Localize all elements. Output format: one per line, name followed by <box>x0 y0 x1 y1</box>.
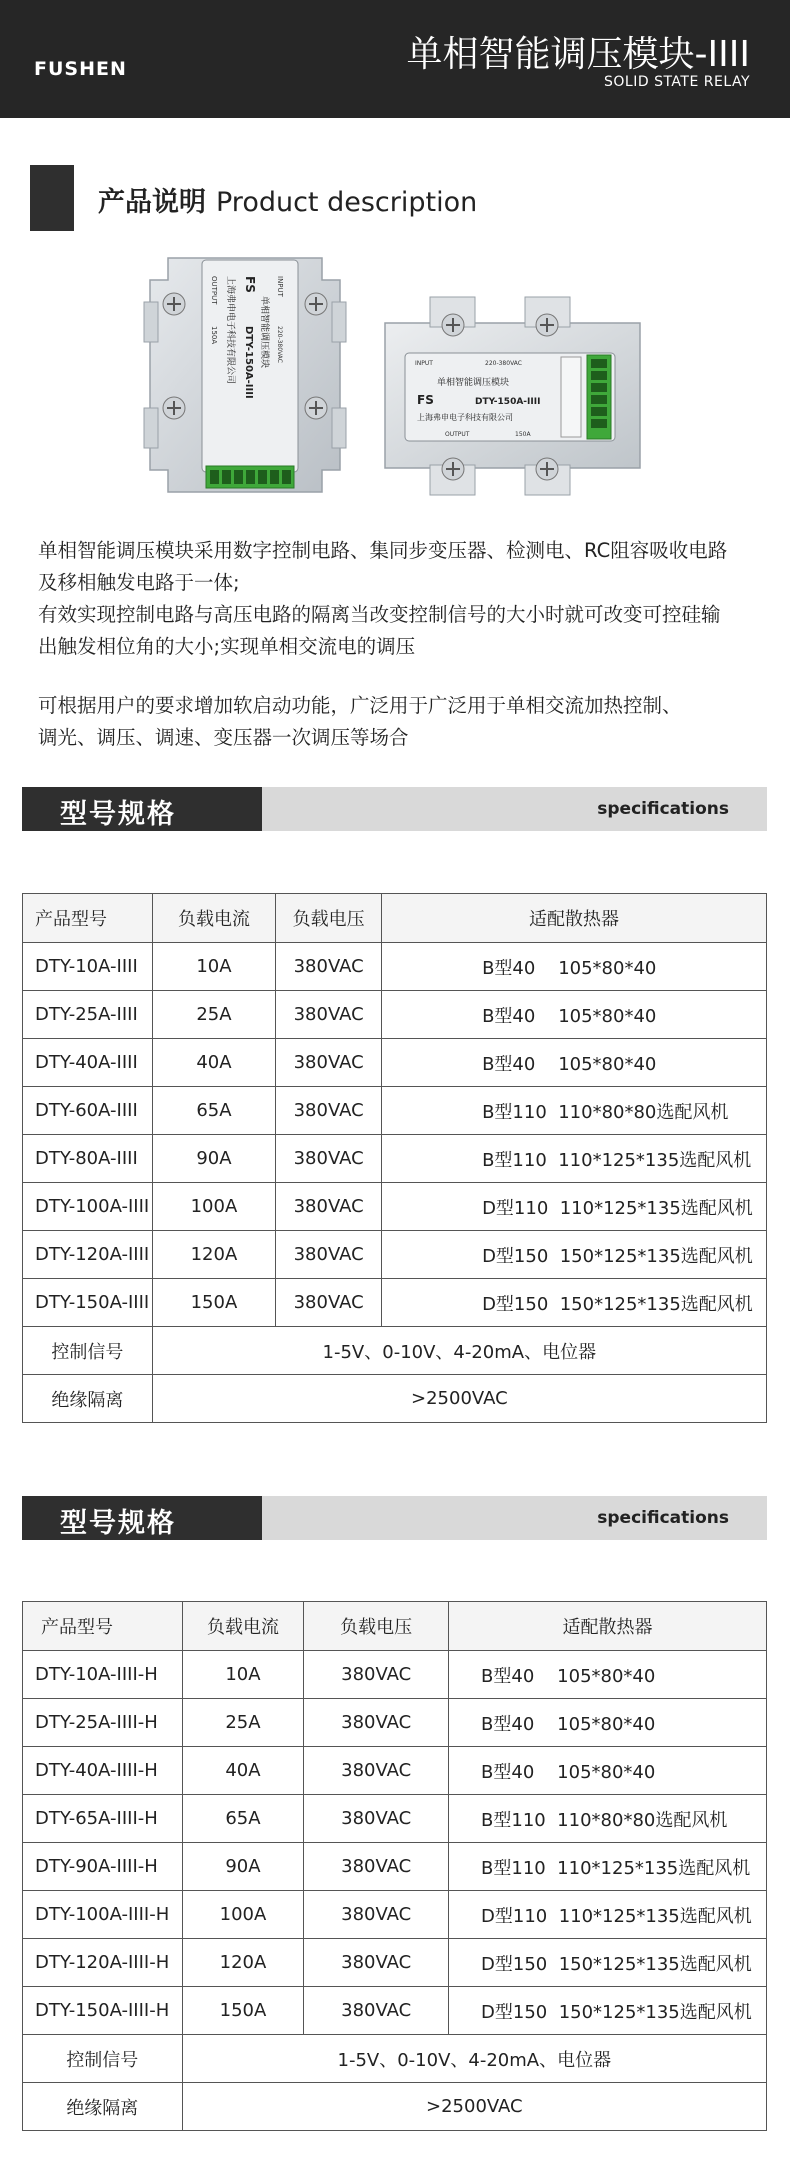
relay1-current: 150A <box>210 326 218 345</box>
table-header-row <box>23 1602 767 1651</box>
page-header <box>0 0 790 118</box>
table-row <box>23 1231 767 1279</box>
insulation-value: >2500VAC <box>152 1375 766 1423</box>
relay2-input-label: INPUT <box>415 360 433 367</box>
voltage-cell: 380VAC <box>276 1087 382 1135</box>
voltage-cell: 380VAC <box>304 1939 449 1987</box>
voltage-cell: 380VAC <box>276 1135 382 1183</box>
table-row <box>23 1183 767 1231</box>
spec-table <box>22 1601 767 2131</box>
relay2-voltage: 220-380VAC <box>485 360 522 367</box>
control-signal-value: 1-5V、0-10V、4-20mA、电位器 <box>152 1327 766 1375</box>
heatsink-cell: D型110 110*125*135选配风机 <box>382 1183 767 1231</box>
model-cell: DTY-90A-IIII-H <box>23 1843 183 1891</box>
table-header-row <box>23 894 767 943</box>
relay1-company: 上海弗申电子科技有限公司 <box>225 276 235 385</box>
heatsink-cell: B型40 105*80*40 <box>382 1039 767 1087</box>
desc-line: 及移相触发电路于一体; <box>38 571 240 594</box>
desc-line: 出触发相位角的大小;实现单相交流电的调压 <box>38 635 416 658</box>
current-cell: 65A <box>182 1795 304 1843</box>
screw-icon <box>305 397 327 419</box>
insulation-label: 绝缘隔离 <box>23 1375 153 1423</box>
heatsink-cell: D型150 150*125*135选配风机 <box>449 1987 767 2035</box>
heatsink-cell: B型110 110*125*135选配风机 <box>382 1135 767 1183</box>
table-row <box>23 943 767 991</box>
model-cell: DTY-100A-IIII <box>23 1183 153 1231</box>
column-header: 负载电流 <box>182 1602 304 1651</box>
heatsink-cell: B型110 110*125*135选配风机 <box>449 1843 767 1891</box>
model-cell: DTY-65A-IIII-H <box>23 1795 183 1843</box>
page-subtitle: SOLID STATE RELAY <box>604 74 750 90</box>
table-row <box>23 1651 767 1699</box>
model-cell: DTY-150A-IIII <box>23 1279 153 1327</box>
spec-title-cn: 型号规格 <box>60 1508 176 1539</box>
insulation-label: 绝缘隔离 <box>23 2083 183 2131</box>
model-cell: DTY-120A-IIII-H <box>23 1939 183 1987</box>
table-row <box>23 1699 767 1747</box>
relay-module-image-horizontal <box>375 293 650 503</box>
relay1-name: 单相智能调压模块 <box>259 296 269 369</box>
voltage-cell: 380VAC <box>304 1747 449 1795</box>
spec-section-header <box>22 1496 767 1540</box>
current-cell: 150A <box>152 1279 276 1327</box>
screw-icon <box>536 314 558 336</box>
table-row <box>23 1795 767 1843</box>
column-header: 适配散热器 <box>382 894 767 943</box>
product-description-title <box>98 180 477 219</box>
control-signal-label: 控制信号 <box>23 1327 153 1375</box>
table-row <box>23 1843 767 1891</box>
insulation-row <box>23 1375 767 1423</box>
heatsink-cell: D型150 150*125*135选配风机 <box>382 1279 767 1327</box>
model-cell: DTY-10A-IIII-H <box>23 1651 183 1699</box>
screw-icon <box>536 458 558 480</box>
model-cell: DTY-25A-IIII-H <box>23 1699 183 1747</box>
desc-line: 有效实现控制电路与高压电路的隔离当改变控制信号的大小时就可改变可控硅输 <box>38 603 721 626</box>
voltage-cell: 380VAC <box>276 1279 382 1327</box>
model-cell: DTY-120A-IIII <box>23 1231 153 1279</box>
current-cell: 40A <box>182 1747 304 1795</box>
relay1-input-label: INPUT <box>276 276 284 297</box>
relay2-output-label: OUTPUT <box>445 431 470 438</box>
current-cell: 10A <box>152 943 276 991</box>
current-cell: 120A <box>182 1939 304 1987</box>
voltage-cell: 380VAC <box>304 1699 449 1747</box>
current-cell: 40A <box>152 1039 276 1087</box>
screw-icon <box>442 314 464 336</box>
relay2-logo: FS <box>417 393 434 407</box>
column-header: 产品型号 <box>23 1602 183 1651</box>
current-cell: 100A <box>182 1891 304 1939</box>
insulation-row <box>23 2083 767 2131</box>
table-row <box>23 1039 767 1087</box>
control-signal-row <box>23 1327 767 1375</box>
relay2-model: DTY-150A-IIII <box>475 397 541 407</box>
product-title-cn: 产品说明 <box>98 187 206 218</box>
current-cell: 25A <box>152 991 276 1039</box>
table-row <box>23 1939 767 1987</box>
model-cell: DTY-150A-IIII-H <box>23 1987 183 2035</box>
table-row <box>23 1747 767 1795</box>
voltage-cell: 380VAC <box>304 1651 449 1699</box>
relay2-company: 上海弗申电子科技有限公司 <box>417 413 513 422</box>
voltage-cell: 380VAC <box>276 1039 382 1087</box>
relay2-name: 单相智能调压模块 <box>437 378 510 388</box>
control-signal-label: 控制信号 <box>23 2035 183 2083</box>
model-cell: DTY-10A-IIII <box>23 943 153 991</box>
heatsink-cell: D型150 150*125*135选配风机 <box>449 1939 767 1987</box>
voltage-cell: 380VAC <box>276 991 382 1039</box>
current-cell: 25A <box>182 1699 304 1747</box>
model-cell: DTY-80A-IIII <box>23 1135 153 1183</box>
heatsink-cell: B型110 110*80*80选配风机 <box>382 1087 767 1135</box>
insulation-value: >2500VAC <box>182 2083 766 2131</box>
relay2-current: 150A <box>515 431 531 438</box>
voltage-cell: 380VAC <box>304 1987 449 2035</box>
table-row <box>23 1987 767 2035</box>
heatsink-cell: B型40 105*80*40 <box>449 1699 767 1747</box>
column-header: 适配散热器 <box>449 1602 767 1651</box>
relay-module-image-vertical <box>140 240 350 510</box>
heatsink-cell: D型110 110*125*135选配风机 <box>449 1891 767 1939</box>
current-cell: 100A <box>152 1183 276 1231</box>
table-row <box>23 991 767 1039</box>
model-cell: DTY-40A-IIII <box>23 1039 153 1087</box>
voltage-cell: 380VAC <box>276 1231 382 1279</box>
relay1-output-label: OUTPUT <box>210 276 218 305</box>
voltage-cell: 380VAC <box>304 1843 449 1891</box>
screw-icon <box>305 293 327 315</box>
voltage-cell: 380VAC <box>304 1891 449 1939</box>
page-title: 单相智能调压模块-IIII <box>406 34 750 75</box>
column-header: 产品型号 <box>23 894 153 943</box>
spec-title-cn: 型号规格 <box>60 799 176 830</box>
control-signal-row <box>23 2035 767 2083</box>
heatsink-cell: B型40 105*80*40 <box>382 991 767 1039</box>
model-cell: DTY-40A-IIII-H <box>23 1747 183 1795</box>
spec-table <box>22 893 767 1423</box>
screw-icon <box>442 458 464 480</box>
relay1-logo: FS <box>243 276 257 293</box>
model-cell: DTY-25A-IIII <box>23 991 153 1039</box>
table-row <box>23 1087 767 1135</box>
table-row <box>23 1891 767 1939</box>
desc-line: 单相智能调压模块采用数字控制电路、集同步变压器、检测电、RC阻容吸收电路 <box>38 539 728 562</box>
desc-line: 调光、调压、调速、变压器一次调压等场合 <box>38 726 409 749</box>
product-title-en: Product description <box>216 187 478 218</box>
spec-title-en: specifications <box>597 1508 729 1528</box>
desc-line: 可根据用户的要求增加软启动功能，广泛用于广泛用于单相交流加热控制、 <box>38 694 682 717</box>
relay1-voltage: 220-380VAC <box>276 326 283 363</box>
heatsink-cell: B型40 105*80*40 <box>449 1651 767 1699</box>
heatsink-cell: B型40 105*80*40 <box>449 1747 767 1795</box>
current-cell: 120A <box>152 1231 276 1279</box>
brand-logo: FUSHEN <box>34 58 127 80</box>
column-header: 负载电压 <box>304 1602 449 1651</box>
heatsink-cell: D型150 150*125*135选配风机 <box>382 1231 767 1279</box>
voltage-cell: 380VAC <box>304 1795 449 1843</box>
current-cell: 65A <box>152 1087 276 1135</box>
spec-title-en: specifications <box>597 799 729 819</box>
control-signal-value: 1-5V、0-10V、4-20mA、电位器 <box>182 2035 766 2083</box>
model-cell: DTY-60A-IIII <box>23 1087 153 1135</box>
spec-section-header <box>22 787 767 831</box>
table-row <box>23 1279 767 1327</box>
column-header: 负载电压 <box>276 894 382 943</box>
heatsink-cell: B型110 110*80*80选配风机 <box>449 1795 767 1843</box>
heatsink-cell: B型40 105*80*40 <box>382 943 767 991</box>
voltage-cell: 380VAC <box>276 1183 382 1231</box>
column-header: 负载电流 <box>152 894 276 943</box>
voltage-cell: 380VAC <box>276 943 382 991</box>
current-cell: 90A <box>182 1843 304 1891</box>
screw-icon <box>163 397 185 419</box>
relay1-model: DTY-150A-IIII <box>243 326 254 399</box>
screw-icon <box>163 293 185 315</box>
current-cell: 150A <box>182 1987 304 2035</box>
current-cell: 10A <box>182 1651 304 1699</box>
section-marker <box>30 165 74 231</box>
current-cell: 90A <box>152 1135 276 1183</box>
model-cell: DTY-100A-IIII-H <box>23 1891 183 1939</box>
table-row <box>23 1135 767 1183</box>
